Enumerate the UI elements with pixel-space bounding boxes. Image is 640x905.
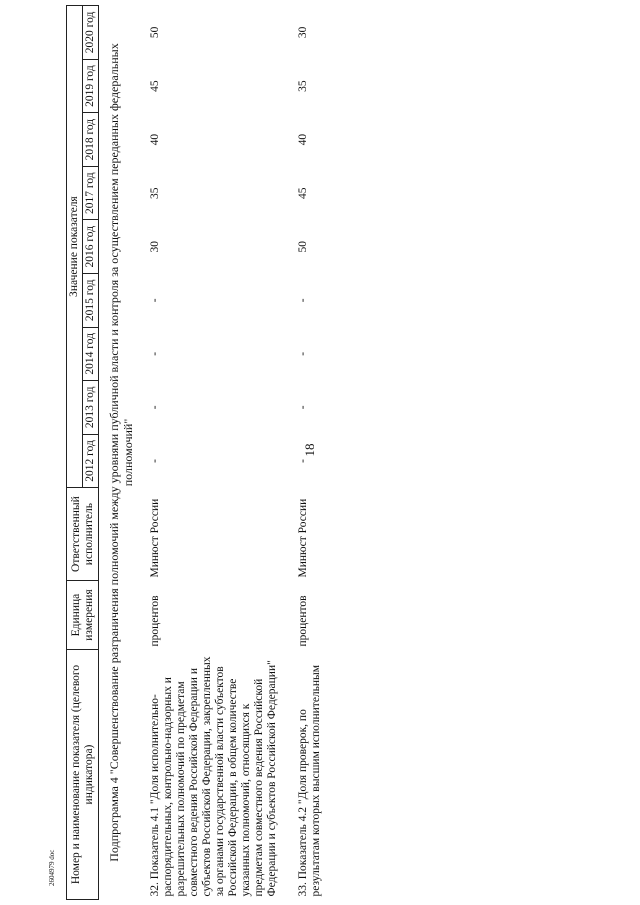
value-cell: 50 bbox=[297, 240, 309, 253]
indicator-name: 33. Показатель 4.2 "Доля проверок, по результатам которых высшим исполнительным bbox=[297, 664, 322, 897]
header-year: 2018 год bbox=[83, 113, 99, 167]
table-row bbox=[145, 6, 293, 900]
header-year: 2016 год bbox=[83, 220, 99, 274]
page-number: 18 bbox=[302, 443, 317, 457]
indicator-name: 32. Показатель 4.1 "Доля исполнительно-распорядительных, контрольно-надзорных и разрешительных полномочий по предметам совместного ведения Российской Федерации и субъектов Российской Федерации, закрепленных за органами государственной власти субъектов Российской Федерации, в общем количестве указанных полномочий, относящихся к предметам совместного ведения Российской Федерации и субъектов Российской Федерации" bbox=[149, 656, 278, 897]
footer-document-code: 2604979 doc bbox=[48, 849, 56, 886]
value-cell: - bbox=[149, 351, 161, 356]
indicators-table bbox=[66, 5, 337, 900]
value-cell: 40 bbox=[297, 133, 309, 146]
value-cell: - bbox=[149, 405, 161, 410]
subprogram-title: Подпрограмма 4 "Совершенствование разграничения полномочий между уровнями публичной власти и контроля за осуществлением переданных федеральных полномочий" bbox=[107, 43, 135, 862]
header-year: 2015 год bbox=[83, 274, 99, 328]
value-cell: - bbox=[297, 405, 309, 410]
value-cell: - bbox=[297, 351, 309, 356]
value-cell: 45 bbox=[149, 80, 161, 92]
header-year: 2019 год bbox=[83, 59, 99, 113]
value-cell: - bbox=[149, 459, 161, 463]
value-cell: - bbox=[149, 298, 161, 303]
header-responsible: Ответственный исполнитель bbox=[67, 488, 99, 581]
value-cell: 30 bbox=[149, 240, 161, 253]
header-name: Номер и наименование показателя (целевого индикатора) bbox=[67, 650, 99, 900]
indicator-unit: процентов bbox=[297, 595, 309, 647]
indicator-unit: процентов bbox=[149, 595, 161, 647]
indicator-responsible: Минюст России bbox=[149, 498, 161, 578]
header-year: 2013 год bbox=[83, 381, 99, 435]
table-row bbox=[293, 6, 337, 900]
value-cell: 30 bbox=[297, 26, 309, 39]
header-year: 2020 год bbox=[83, 6, 99, 60]
value-cell: - bbox=[297, 459, 309, 463]
value-cell: 35 bbox=[297, 80, 309, 92]
value-cell: 40 bbox=[149, 133, 161, 146]
header-year: 2012 год bbox=[83, 434, 99, 488]
rotated-document-content bbox=[66, 5, 574, 900]
value-cell: 50 bbox=[149, 26, 161, 39]
header-values-group: Значение показателя bbox=[67, 6, 83, 488]
indicator-responsible: Минюст России bbox=[297, 498, 309, 578]
header-year: 2014 год bbox=[83, 327, 99, 381]
value-cell: 45 bbox=[297, 187, 309, 199]
header-year: 2017 год bbox=[83, 166, 99, 220]
value-cell: 35 bbox=[149, 187, 161, 199]
value-cell: - bbox=[297, 298, 309, 303]
header-unit: Единица измерения bbox=[67, 581, 99, 650]
